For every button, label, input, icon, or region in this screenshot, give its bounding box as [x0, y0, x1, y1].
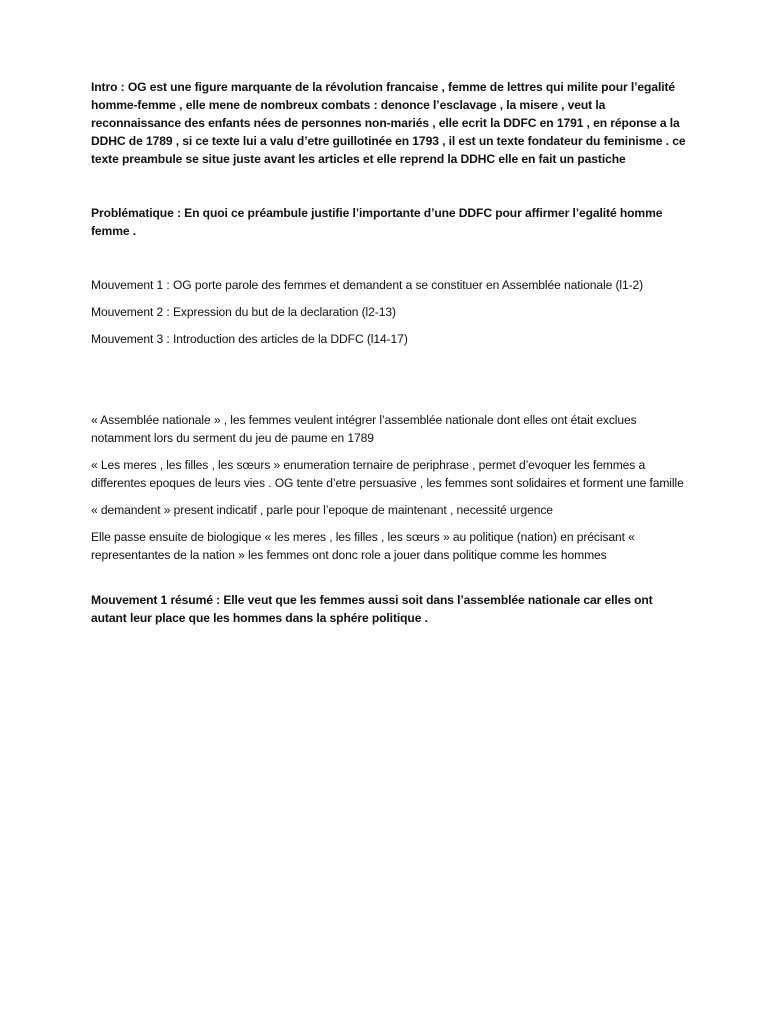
- mouvement-2-paragraph: Mouvement 2 : Expression du but de la declaration (l2-13): [91, 305, 396, 319]
- analysis-paragraph-4: Elle passe ensuite de biologique « les meres , les filles , les sœurs » au politique (nation) en précisant « representantes de la nation » les femmes ont donc role a jouer dans politique comme les hommes: [91, 530, 635, 562]
- summary-paragraph: Mouvement 1 résumé : Elle veut que les femmes aussi soit dans l’assemblée nationale car elles ont autant leur place que les hommes dans la sphére politique .: [91, 593, 653, 625]
- intro-paragraph: Intro : OG est une figure marquante de la révolution francaise , femme de lettres qui milite pour l’egalité homme-femme , elle mene de nombreux combats : denonce l’esclavage , la misere , veut la reconnaissance des enfants nées de personnes non-mariés , elle ecrit la DDFC en 1791 , en réponse a la DDHC de 1789 , si ce texte lui a valu d’etre guillotinée en 1793 , il est un texte fondateur du feminisme . ce texte preambule se situe juste avant les articles et elle reprend la DDHC elle en fait un pastiche: [91, 80, 686, 166]
- analysis-paragraph-1: « Assemblée nationale » , les femmes veulent intégrer l’assemblée nationale dont elles ont était exclues notamment lors du serment du jeu de paume en 1789: [91, 413, 637, 445]
- mouvement-3-paragraph: Mouvement 3 : Introduction des articles de la DDFC (l14-17): [91, 332, 408, 346]
- analysis-paragraph-2: « Les meres , les filles , les sœurs » enumeration ternaire de periphrase , permet d’evoquer les femmes a differentes epoques de leurs vies . OG tente d’etre persuasive , les femmes sont solidaires et forment une famille: [91, 458, 684, 490]
- analysis-paragraph-3: « demandent » present indicatif , parle pour l’epoque de maintenant , necessité urgence: [91, 503, 553, 517]
- mouvement-1-paragraph: Mouvement 1 : OG porte parole des femmes et demandent a se constituer en Assemblée nationale (l1-2): [91, 278, 644, 292]
- document-page: [91, 78, 691, 627]
- problematique-paragraph: Problématique : En quoi ce préambule justifie l’importante d’une DDFC pour affirmer l’egalité homme femme .: [91, 206, 663, 238]
